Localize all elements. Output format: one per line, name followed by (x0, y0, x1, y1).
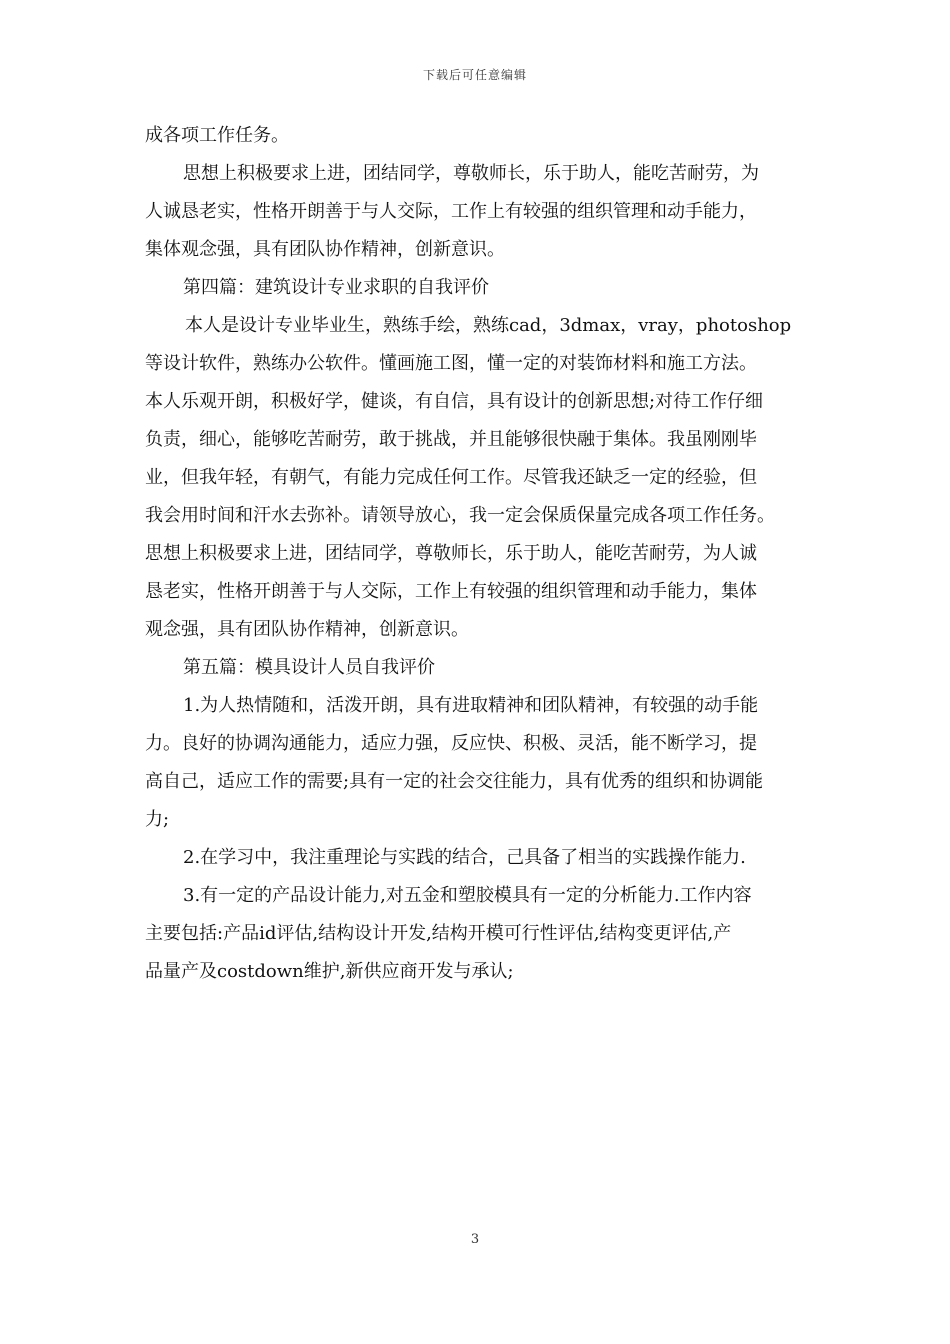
paragraph-line: 思想上积极要求上进，团结同学，尊敬师长，乐于助人，能吃苦耐劳，为 (183, 163, 759, 184)
paragraph-line: 我会用时间和汗水去弥补。请领导放心，我一定会保质保量完成各项工作任务。 (145, 505, 775, 526)
page-header: 下载后可任意编辑 (422, 68, 527, 82)
paragraph-line: 等设计软件，熟练办公软件。懂画施工图，懂一定的对装饰材料和施工方法。 (145, 353, 757, 374)
document-body (145, 117, 815, 991)
page-number: 3 (470, 1232, 480, 1247)
paragraph-line: 本人乐观开朗，积极好学，健谈，有自信，具有设计的创新思想;对待工作仔细 (145, 391, 764, 412)
section-heading: 第四篇：建筑设计专业求职的自我评价 (183, 277, 489, 298)
paragraph-line: 2.在学习中，我注重理论与实践的结合，己具备了相当的实践操作能力. (183, 847, 746, 868)
paragraph-line: 集体观念强，具有团队协作精神，创新意识。 (145, 239, 505, 260)
section-heading: 第五篇：模具设计人员自我评价 (183, 657, 435, 678)
paragraph-line: 3.有一定的产品设计能力,对五金和塑胶模具有一定的分析能力.工作内容 (183, 885, 752, 906)
paragraph-line: 1.为人热情随和，活泼开朗，具有进取精神和团队精神，有较强的动手能 (183, 695, 759, 716)
paragraph-line: 成各项工作任务。 (145, 125, 289, 146)
paragraph-line: 力; (145, 809, 170, 830)
paragraph-line: 负责，细心，能够吃苦耐劳，敢于挑战，并且能够很快融于集体。我虽刚刚毕 (145, 429, 757, 450)
paragraph-line: 人诚恳老实，性格开朗善于与人交际，工作上有较强的组织管理和动手能力， (145, 201, 757, 222)
paragraph-line: 业，但我年轻，有朝气，有能力完成任何工作。尽管我还缺乏一定的经验，但 (145, 467, 757, 488)
paragraph-line: 力。良好的协调沟通能力，适应力强，反应快、积极、灵活，能不断学习，提 (145, 733, 757, 754)
paragraph-line: 主要包括:产品id评估,结构设计开发,结构开模可行性评估,结构变更评估,产 (145, 923, 732, 944)
paragraph-line: 观念强，具有团队协作精神，创新意识。 (145, 619, 469, 640)
paragraph-line: 品量产及costdown维护,新供应商开发与承认; (145, 961, 514, 982)
paragraph-line: 本人是设计专业毕业生，熟练手绘，熟练cad，3dmax，vray，photoshop (185, 315, 792, 336)
paragraph-line: 思想上积极要求上进，团结同学，尊敬师长，乐于助人，能吃苦耐劳，为人诚 (145, 543, 757, 564)
paragraph-line: 恳老实，性格开朗善于与人交际，工作上有较强的组织管理和动手能力，集体 (145, 581, 757, 602)
paragraph-line: 高自己，适应工作的需要;具有一定的社会交往能力，具有优秀的组织和协调能 (145, 771, 764, 792)
